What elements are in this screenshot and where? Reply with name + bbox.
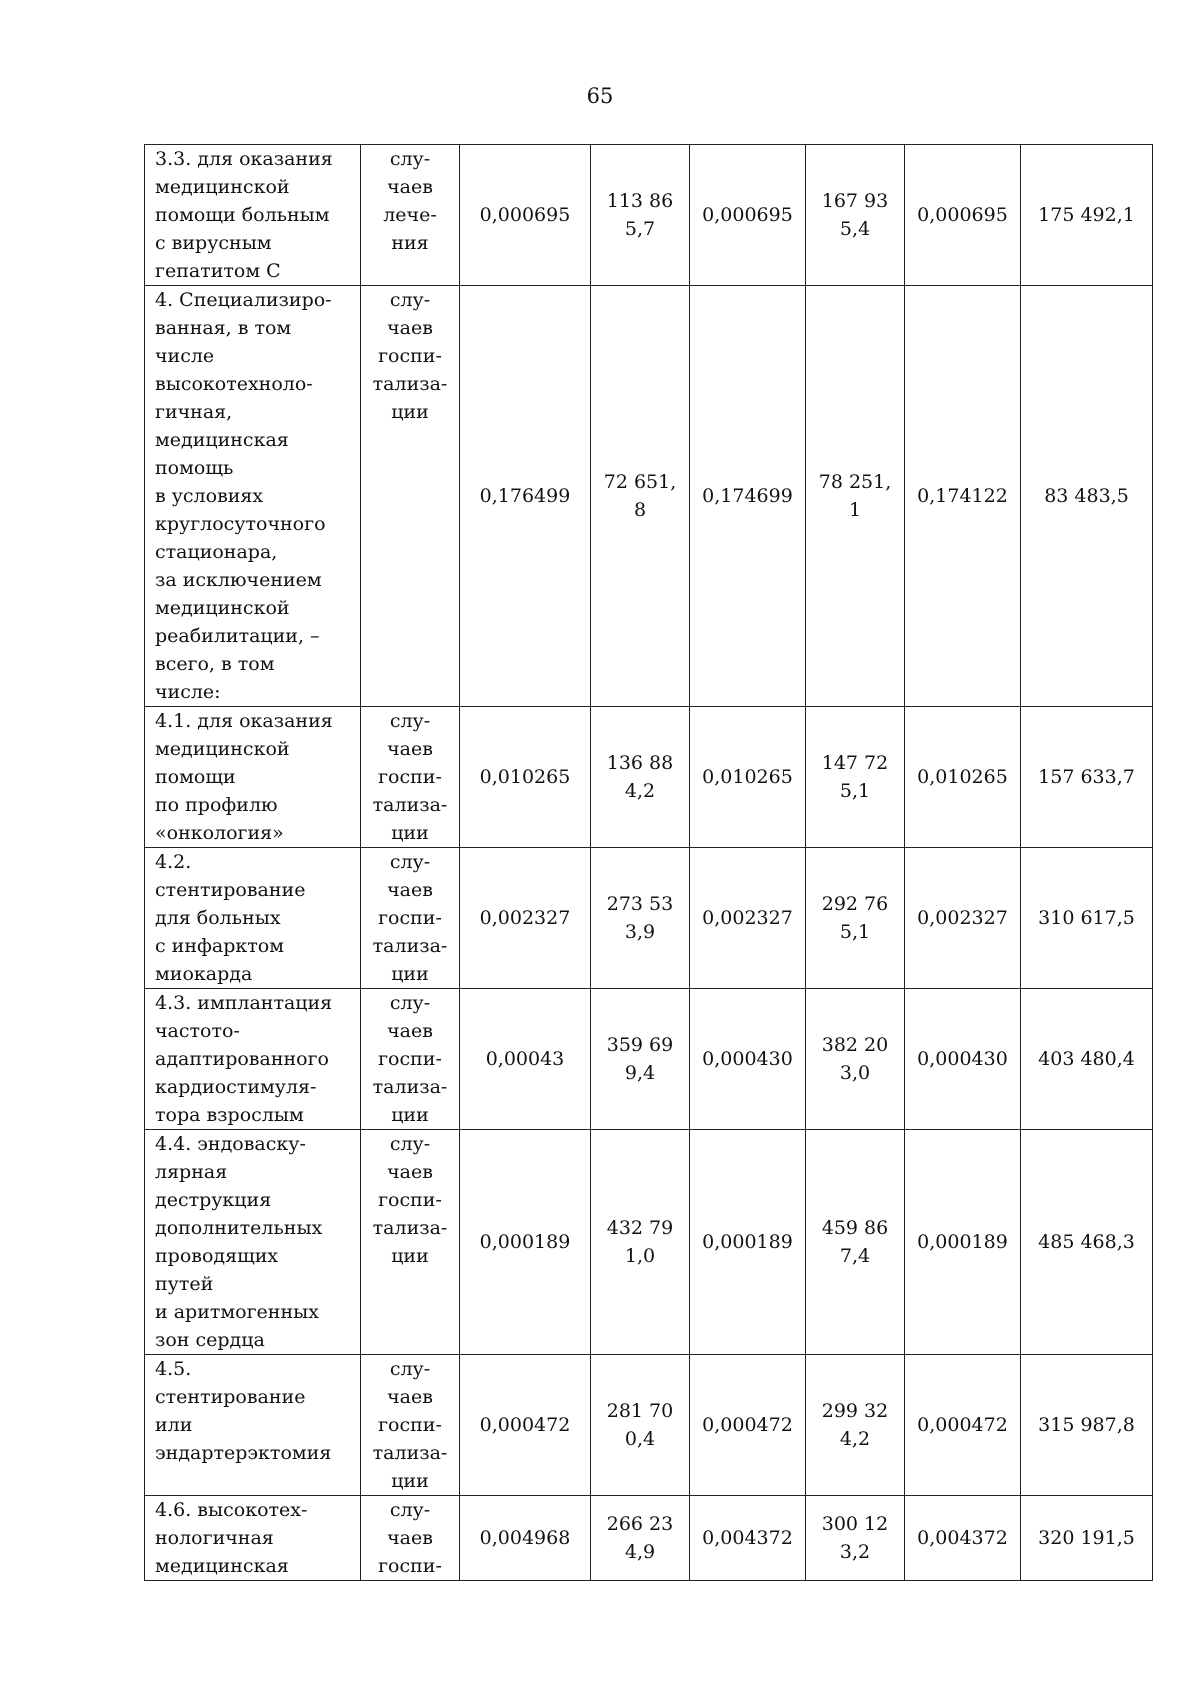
row-unit-cell-line: лече- [383,204,437,226]
row-unit-cell-line: ции [391,1470,429,1492]
row-name-cell-line: медицинская [155,1555,289,1577]
row-name-cell-line: стентирование [155,1386,306,1408]
row-name-cell [145,1496,361,1581]
row-name-cell [145,145,361,286]
row-unit-cell-line: слу- [389,1499,431,1521]
row-unit-cell-line: слу- [389,148,431,170]
volume-cell-2: 0,000189 [690,1130,806,1355]
row-unit-cell-line: тализа- [372,1076,448,1098]
cost-cell-2-line: 1 [848,499,862,521]
row-name-cell-line: стентирование [155,879,306,901]
volume-cell-1: 0,000695 [460,145,591,286]
row-unit-cell-line: слу- [389,992,431,1014]
row-name-cell-line: помощи больным [155,204,330,226]
cost-cell-2 [806,1496,905,1581]
row-name-cell-line: дополнительных [155,1217,323,1239]
cost-cell-3: 175 492,1 [1021,145,1153,286]
volume-cell-3: 0,002327 [905,848,1021,989]
row-name-cell [145,989,361,1130]
volume-cell-3: 0,000472 [905,1355,1021,1496]
row-name-cell-line: 3.3. для оказания [155,148,333,170]
row-unit-cell [361,1130,460,1355]
cost-cell-2-line: 5,1 [839,921,871,943]
volume-cell-1: 0,010265 [460,707,591,848]
cost-cell-1 [591,1355,690,1496]
row-unit-cell [361,286,460,707]
volume-cell-2: 0,174699 [690,286,806,707]
cost-cell-1 [591,145,690,286]
cost-cell-1 [591,286,690,707]
row-name-cell-line: миокарда [155,963,253,985]
row-name-cell-line: адаптированного [155,1048,329,1070]
row-unit-cell-line: слу- [389,851,431,873]
row-unit-cell [361,1496,460,1581]
row-name-cell-line: в условиях [155,485,264,507]
row-name-cell-line: за исключением [155,569,322,591]
cost-cell-2-line: 147 72 [821,752,889,774]
cost-cell-1-line: 3,9 [624,921,656,943]
row-unit-cell [361,145,460,286]
cost-cell-3: 403 480,4 [1021,989,1153,1130]
row-name-cell-line: или [155,1414,193,1436]
row-unit-cell-line: госпи- [378,1048,442,1070]
row-name-cell-line: и аритмогенных [155,1301,319,1323]
row-unit-cell-line: тализа- [372,1217,448,1239]
cost-cell-1 [591,707,690,848]
row-name-cell-line: путей [155,1273,214,1295]
row-name-cell-line: «онкология» [155,822,284,844]
row-unit-cell-line: чаев [387,1386,433,1408]
cost-cell-2-line: 7,4 [839,1245,871,1267]
row-unit-cell [361,707,460,848]
row-unit-cell-line: слу- [389,289,431,311]
row-name-cell-line: гепатитом С [155,260,281,282]
table-row [145,989,1153,1130]
row-unit-cell [361,1355,460,1496]
cost-cell-1-line: 281 70 [606,1400,674,1422]
row-name-cell-line: проводящих [155,1245,279,1267]
row-name-cell-line: по профилю [155,794,278,816]
row-unit-cell-line: ния [391,232,429,254]
cost-cell-1-line: 0,4 [624,1428,656,1450]
volume-cell-3: 0,000430 [905,989,1021,1130]
row-unit-cell-line: чаев [387,176,433,198]
volume-cell-3: 0,000695 [905,145,1021,286]
row-name-cell-line: 4.2. [155,851,192,873]
row-unit-cell-line: чаев [387,738,433,760]
cost-cell-1-line: 5,7 [624,218,656,240]
volume-cell-2: 0,000695 [690,145,806,286]
table-row [145,1496,1153,1581]
volume-cell-1: 0,004968 [460,1496,591,1581]
row-unit-cell-line: чаев [387,317,433,339]
page-number: 65 [586,84,614,108]
row-unit-cell-line: слу- [389,710,431,732]
row-name-cell-line: частото- [155,1020,240,1042]
row-name-cell-line: деструкция [155,1189,272,1211]
cost-cell-2 [806,989,905,1130]
cost-cell-1-line: 266 23 [606,1513,674,1535]
cost-cell-2-line: 5,4 [839,218,871,240]
volume-cell-2: 0,004372 [690,1496,806,1581]
row-name-cell-line: медицинской [155,176,290,198]
row-name-cell-line: тора взрослым [155,1104,304,1126]
row-name-cell-line: эндартерэктомия [155,1442,332,1464]
row-unit-cell-line: госпи- [378,766,442,788]
cost-cell-2-line: 3,0 [839,1062,871,1084]
cost-cell-1 [591,848,690,989]
cost-cell-2 [806,1355,905,1496]
cost-cell-3: 83 483,5 [1021,286,1153,707]
data-table [144,144,1153,1581]
cost-cell-3: 485 468,3 [1021,1130,1153,1355]
cost-cell-1 [591,1496,690,1581]
row-unit-cell-line: слу- [389,1133,431,1155]
cost-cell-2 [806,286,905,707]
row-unit-cell-line: госпи- [378,1189,442,1211]
cost-cell-2-line: 382 20 [821,1034,889,1056]
row-unit-cell-line: ции [391,1245,429,1267]
row-unit-cell-line: ции [391,401,429,423]
row-name-cell [145,848,361,989]
cost-cell-2 [806,707,905,848]
cost-cell-2-line: 4,2 [839,1428,871,1450]
row-name-cell-line: для больных [155,907,281,929]
volume-cell-3: 0,174122 [905,286,1021,707]
table-row [145,1355,1153,1496]
row-unit-cell-line: чаев [387,1527,433,1549]
volume-cell-2: 0,000430 [690,989,806,1130]
row-name-cell-line: круглосуточного [155,513,326,535]
row-name-cell-line: с вирусным [155,232,272,254]
row-name-cell-line: медицинская [155,429,289,451]
row-name-cell-line: 4.5. [155,1358,192,1380]
cost-cell-1 [591,1130,690,1355]
row-name-cell-line: помощи [155,766,236,788]
cost-cell-2-line: 292 76 [821,893,889,915]
row-name-cell-line: кардиостимуля- [155,1076,317,1098]
volume-cell-2: 0,002327 [690,848,806,989]
row-unit-cell-line: госпи- [378,907,442,929]
row-name-cell-line: стационара, [155,541,278,563]
volume-cell-3: 0,004372 [905,1496,1021,1581]
row-name-cell-line: числе: [155,681,221,703]
row-name-cell-line: гичная, [155,401,233,423]
row-unit-cell-line: чаев [387,1161,433,1183]
cost-cell-2 [806,1130,905,1355]
row-unit-cell [361,989,460,1130]
row-name-cell-line: медицинской [155,738,290,760]
row-unit-cell-line: госпи- [378,1414,442,1436]
volume-cell-1: 0,000189 [460,1130,591,1355]
cost-cell-1 [591,989,690,1130]
row-name-cell [145,1355,361,1496]
cost-cell-1-line: 1,0 [624,1245,656,1267]
row-name-cell-line: высокотехноло- [155,373,313,395]
cost-cell-1-line: 4,9 [624,1541,656,1563]
row-name-cell [145,707,361,848]
row-name-cell-line: реабилитации, – [155,625,320,647]
volume-cell-3: 0,010265 [905,707,1021,848]
row-unit-cell-line: чаев [387,1020,433,1042]
cost-cell-2-line: 3,2 [839,1541,871,1563]
table-row [145,707,1153,848]
cost-cell-2-line: 5,1 [839,780,871,802]
cost-cell-1-line: 113 86 [606,190,674,212]
row-unit-cell-line: ции [391,1104,429,1126]
cost-cell-1-line: 9,4 [624,1062,656,1084]
cost-cell-2-line: 299 32 [821,1400,889,1422]
volume-cell-2: 0,000472 [690,1355,806,1496]
row-name-cell-line: ванная, в том [155,317,292,339]
cost-cell-1-line: 359 69 [606,1034,674,1056]
cost-cell-1-line: 273 53 [606,893,674,915]
row-name-cell-line: всего, в том [155,653,275,675]
row-name-cell-line: нологичная [155,1527,274,1549]
volume-cell-3: 0,000189 [905,1130,1021,1355]
table-body [145,145,1153,1581]
table-row [145,848,1153,989]
cost-cell-2-line: 167 93 [821,190,889,212]
row-unit-cell-line: тализа- [372,1442,448,1464]
cost-cell-3: 157 633,7 [1021,707,1153,848]
row-unit-cell-line: чаев [387,879,433,901]
cost-cell-3: 315 987,8 [1021,1355,1153,1496]
cost-cell-2-line: 300 12 [821,1513,889,1535]
volume-cell-1: 0,000472 [460,1355,591,1496]
row-unit-cell-line: госпи- [378,1555,442,1577]
table-row [145,145,1153,286]
row-unit-cell-line: тализа- [372,794,448,816]
cost-cell-1-line: 136 88 [606,752,674,774]
row-unit-cell-line: слу- [389,1358,431,1380]
cost-cell-2-line: 78 251, [818,471,892,493]
row-name-cell-line: с инфарктом [155,935,284,957]
row-name-cell-line: помощь [155,457,234,479]
cost-cell-2-line: 459 86 [821,1217,889,1239]
cost-cell-2 [806,848,905,989]
cost-cell-1-line: 8 [633,499,647,521]
row-name-cell-line: числе [155,345,215,367]
row-unit-cell [361,848,460,989]
row-name-cell [145,286,361,707]
cost-cell-1-line: 432 79 [606,1217,674,1239]
volume-cell-2: 0,010265 [690,707,806,848]
row-name-cell-line: зон сердца [155,1329,265,1351]
row-name-cell-line: лярная [155,1161,228,1183]
volume-cell-1: 0,176499 [460,286,591,707]
row-name-cell-line: 4.4. эндоваску- [155,1133,306,1155]
row-unit-cell-line: тализа- [372,373,448,395]
cost-cell-1-line: 72 651, [603,471,677,493]
row-unit-cell-line: ции [391,963,429,985]
cost-cell-3: 310 617,5 [1021,848,1153,989]
row-unit-cell-line: госпи- [378,345,442,367]
table-row [145,1130,1153,1355]
volume-cell-1: 0,002327 [460,848,591,989]
volume-cell-1: 0,00043 [460,989,591,1130]
row-name-cell-line: медицинской [155,597,290,619]
row-unit-cell-line: ции [391,822,429,844]
row-name-cell [145,1130,361,1355]
cost-cell-2 [806,145,905,286]
row-name-cell-line: 4.6. высокотех- [155,1499,308,1521]
cost-cell-1-line: 4,2 [624,780,656,802]
cost-cell-3: 320 191,5 [1021,1496,1153,1581]
row-unit-cell-line: тализа- [372,935,448,957]
table-row [145,286,1153,707]
row-name-cell-line: 4.3. имплантация [155,992,333,1014]
row-name-cell-line: 4. Специализиро- [155,289,332,311]
row-name-cell-line: 4.1. для оказания [155,710,333,732]
